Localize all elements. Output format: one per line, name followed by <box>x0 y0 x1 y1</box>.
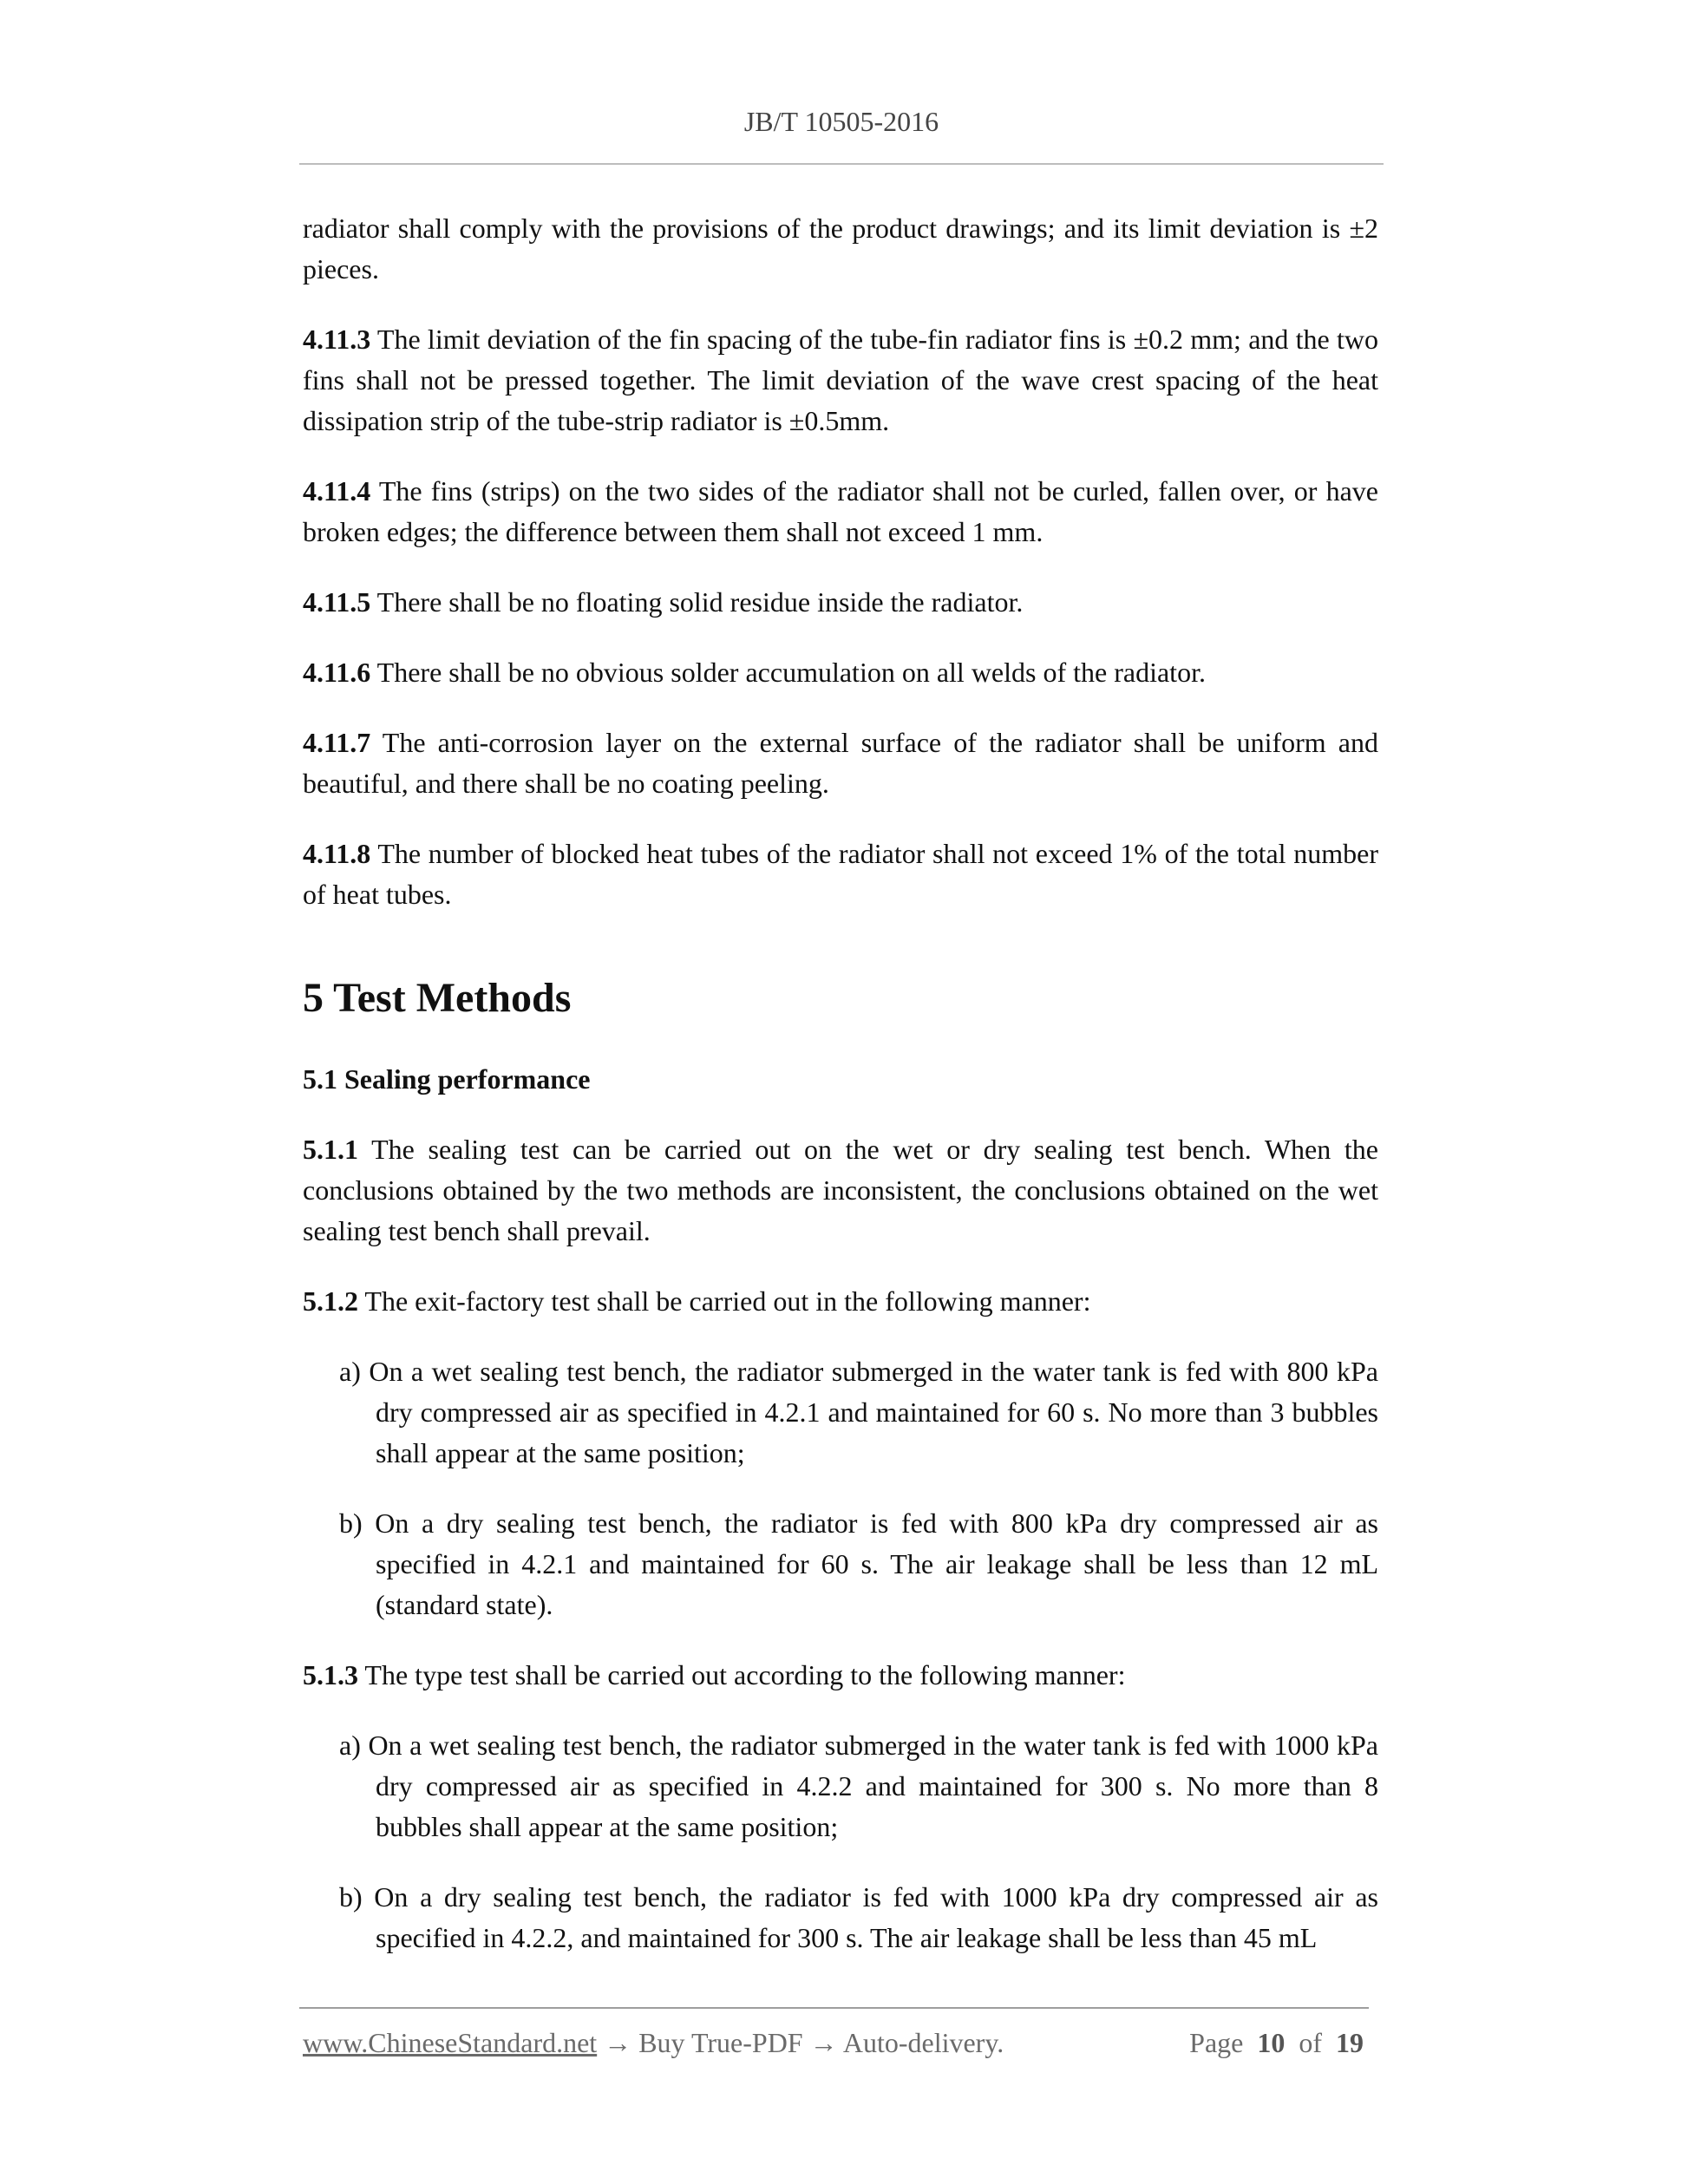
clause-text: There shall be no floating solid residue inside the radiator. <box>376 586 1024 618</box>
subsection-heading-5-1: 5.1 Sealing performance <box>303 1063 591 1095</box>
clause-number: 5.1.1 <box>303 1134 358 1165</box>
clause-text: The sealing test can be carried out on the wet or dry sealing test bench. When the conclusions obtained by the two methods are inconsistent, the conclusions obtained on the wet sealing test bench shall prevail. <box>303 1134 1378 1246</box>
clause-number: 4.11.3 <box>303 324 371 355</box>
clause-text: The number of blocked heat tubes of the radiator shall not exceed 1% of the total number of heat tubes. <box>303 838 1379 910</box>
section-heading-5: 5 Test Methods <box>303 975 572 1021</box>
clause-5-1-2 <box>303 1281 1378 1322</box>
footer-promo-text: → Buy True-PDF → Auto-delivery. <box>597 2027 1004 2058</box>
clause-text: The type test shall be carried out according to the following manner: <box>364 1659 1126 1690</box>
clause-text: The anti-corrosion layer on the external surface of the radiator shall be uniform and beautiful, and there shall be no coating peeling. <box>303 727 1379 799</box>
clause-4-11-7 <box>303 723 1378 804</box>
clause-4-11-6 <box>303 652 1378 693</box>
clause-4-11-3 <box>303 319 1378 441</box>
clause-number: 4.11.4 <box>303 475 371 507</box>
list-item-5-1-3-a: a) On a wet sealing test bench, the radiator submerged in the water tank is fed with 1000 kPa dry compressed air as specified in 4.2.2 and maintained for 300 s. No more than 8 bubbles shall appear at the same position; <box>339 1730 1378 1842</box>
clause-text: The fins (strips) on the two sides of the radiator shall not be curled, fallen over, or have broken edges; the difference between them shall not exceed 1 mm. <box>303 475 1379 547</box>
clause-text: The exit-factory test shall be carried out in the following manner: <box>364 1285 1091 1317</box>
list-item-5-1-2-b: b) On a dry sealing test bench, the radiator is fed with 800 kPa dry compressed air as specified in 4.2.1 and maintained for 60 s. The air leakage shall be less than 12 mL (standard state). <box>339 1507 1378 1620</box>
clause-text: The limit deviation of the fin spacing of the tube-fin radiator fins is ±0.2 mm; and the two fins shall not be pressed together. The limit deviation of the wave crest spacing of the heat dissipation strip of the tube-strip radiator is ±0.5mm. <box>303 324 1379 436</box>
clause-4-11-4 <box>303 471 1378 553</box>
clause-number: 4.11.7 <box>303 727 371 758</box>
clause-text: There shall be no obvious solder accumulation on all welds of the radiator. <box>376 657 1206 688</box>
clause-number: 5.1.3 <box>303 1659 358 1690</box>
clause-number: 4.11.6 <box>303 657 371 688</box>
continued-paragraph: radiator shall comply with the provisions of the product drawings; and its limit deviation is ±2 pieces. <box>303 213 1378 284</box>
header-divider <box>299 163 1384 165</box>
page-number <box>1189 2027 1364 2059</box>
footer-divider <box>299 2007 1369 2009</box>
clause-number: 4.11.5 <box>303 586 371 618</box>
current-page: 10 <box>1257 2027 1286 2058</box>
clause-4-11-8 <box>303 834 1378 915</box>
total-pages: 19 <box>1336 2027 1364 2058</box>
page-label: Page <box>1189 2027 1244 2058</box>
clause-5-1-1 <box>303 1129 1378 1252</box>
clause-4-11-5 <box>303 582 1378 623</box>
of-label: of <box>1299 2027 1322 2058</box>
clause-number: 5.1.2 <box>303 1285 358 1317</box>
footer-promo <box>303 2027 1004 2059</box>
list-item-5-1-2-a: a) On a wet sealing test bench, the radiator submerged in the water tank is fed with 800 kPa dry compressed air as specified in 4.2.1 and maintained for 60 s. No more than 3 bubbles shall appear at the same position; <box>339 1356 1378 1468</box>
chinesestandard-link[interactable]: www.ChineseStandard.net <box>303 2027 598 2058</box>
page-body <box>303 208 1378 1958</box>
document-header-title: JB/T 10505-2016 <box>743 106 939 137</box>
clause-5-1-3 <box>303 1655 1378 1696</box>
clause-number: 4.11.8 <box>303 838 371 869</box>
list-item-5-1-3-b: b) On a dry sealing test bench, the radiator is fed with 1000 kPa dry compressed air as specified in 4.2.2, and maintained for 300 s. The air leakage shall be less than 45 mL <box>339 1881 1378 1953</box>
